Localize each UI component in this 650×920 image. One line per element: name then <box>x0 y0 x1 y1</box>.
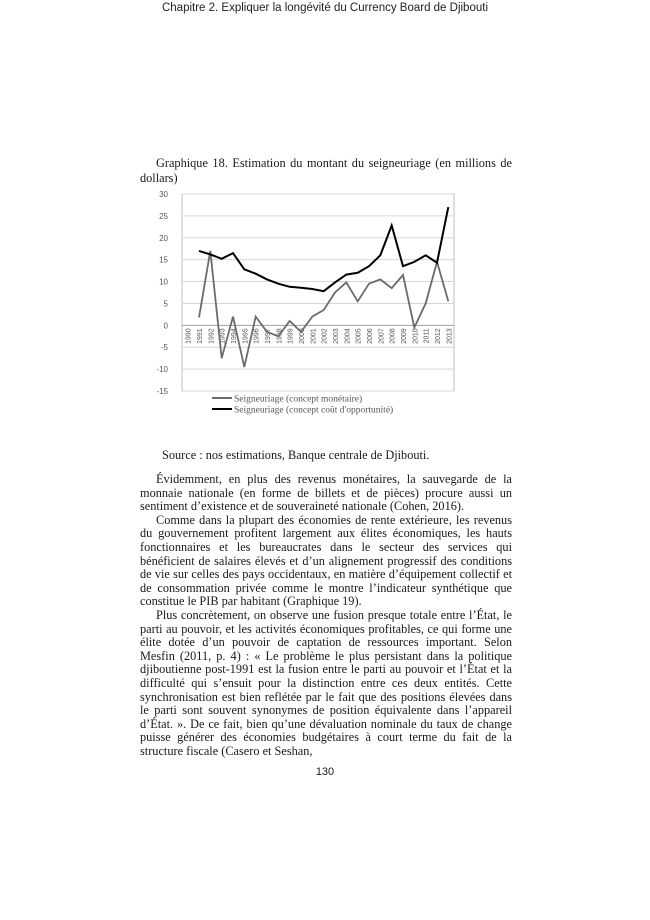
y-tick-label: -15 <box>156 387 168 396</box>
x-tick-label: 1995 <box>242 328 250 344</box>
grid-lines <box>182 194 454 391</box>
series-line-monetary <box>199 251 448 367</box>
seigneuriage-line-chart <box>140 186 460 448</box>
x-tick-label: 1993 <box>219 328 227 344</box>
y-tick-label: 25 <box>159 211 168 221</box>
paragraph-2: Comme dans la plupart des économies de rente extérieure, les revenus du gouvernement profitent largement aux élites économiques, les hauts fonctionnaires et les bureaucrates dans le secteur des services qui bénéficient de salaires élevés et d’un alignement progressif des conditions de vie sur celles des pays occidentaux, en matière d’équipement collectif et de consommation privée comme le montre l’indicateur synthétique que constitue le PIB par habitant (Graphique 19). <box>140 512 512 609</box>
x-tick-label: 2009 <box>401 328 408 344</box>
y-tick-label: -10 <box>156 365 168 375</box>
plot-frame <box>182 194 454 391</box>
body-text <box>140 473 512 758</box>
x-tick-label: 1996 <box>253 328 261 344</box>
paragraph-1: Évidemment, en plus des revenus monétaires, la sauvegarde de la monnaie nationale (en forme de billets et de pièces) procure aussi un sentiment d’existence et de souveraineté nationale (Cohen, 2016). <box>140 472 512 514</box>
running-header: Chapitre 2. Expliquer la longévité du Currency Board de Djibouti <box>161 2 488 14</box>
x-tick-label: 2006 <box>367 328 374 344</box>
paragraph-3: Plus concrètement, on observe une fusion presque totale entre l’État, le parti au pouvoir, et les activités économiques profitables, ce qui forme une élite dotée d’un pouvoir de captation de ressources important. Selon Mesfin (2011, p. 4) : « Le problème le plus persistant dans la politique djiboutienne post-1991 est la fusion entre le parti au pouvoir et l’État et la difficulté qui s’ensuit pour la distinction entre ces deux entités. Cette synchronisation est bien reflétée par le fait que des positions élevées dans le parti sont souvent synonymes de position équivalente dans l’appareil d’État. ». De ce fait, bien qu’une dévaluation nominale du taux de change puisse générer des économies budgétaires à court terme du fait de la structure fiscale (Casero et Seshan, <box>140 607 512 758</box>
y-tick-label: 15 <box>159 255 168 265</box>
y-tick-label: 30 <box>159 190 168 199</box>
x-tick-label: 2002 <box>321 328 329 344</box>
series-line-opportunity-cost <box>199 207 448 291</box>
y-axis-tick-labels <box>156 190 168 396</box>
x-tick-label: 1998 <box>276 328 284 344</box>
x-tick-label: 1994 <box>231 328 238 344</box>
x-tick-label: 2005 <box>355 328 363 344</box>
y-tick-label: -5 <box>160 343 168 353</box>
x-tick-label: 2000 <box>299 328 306 344</box>
y-tick-label: 0 <box>163 321 168 331</box>
x-tick-label: 1991 <box>197 328 204 344</box>
x-tick-label: 2012 <box>435 328 442 344</box>
legend-label: Seigneuriage (concept coût d'opportunité) <box>234 405 394 416</box>
x-tick-label: 2003 <box>333 328 340 344</box>
legend-label: Seigneuriage (concept monétaire) <box>234 394 363 405</box>
y-tick-label: 20 <box>159 233 168 243</box>
x-tick-label: 1990 <box>185 328 193 344</box>
figure-caption <box>140 156 512 186</box>
page-number: 130 <box>315 766 335 778</box>
x-tick-label: 2007 <box>378 328 386 344</box>
y-tick-label: 5 <box>163 299 168 309</box>
x-tick-label: 1997 <box>265 328 272 344</box>
x-tick-label: 2013 <box>446 328 454 344</box>
x-tick-label: 2004 <box>344 328 352 344</box>
y-tick-label: 10 <box>159 277 168 287</box>
figure-source: Source : nos estimations, Banque centrale de Djibouti. <box>162 448 430 462</box>
x-tick-label: 1999 <box>287 328 295 344</box>
plot-border <box>182 194 454 391</box>
x-tick-label: 1992 <box>208 328 216 344</box>
chart-legend <box>212 394 393 416</box>
x-tick-label: 2001 <box>310 328 318 344</box>
x-tick-label: 2010 <box>412 328 420 344</box>
x-tick-label: 2011 <box>423 328 431 344</box>
figure-caption-text: Graphique 18. Estimation du montant du seigneuriage (en millions de dollars) <box>140 156 512 185</box>
x-tick-label: 2008 <box>389 328 397 344</box>
